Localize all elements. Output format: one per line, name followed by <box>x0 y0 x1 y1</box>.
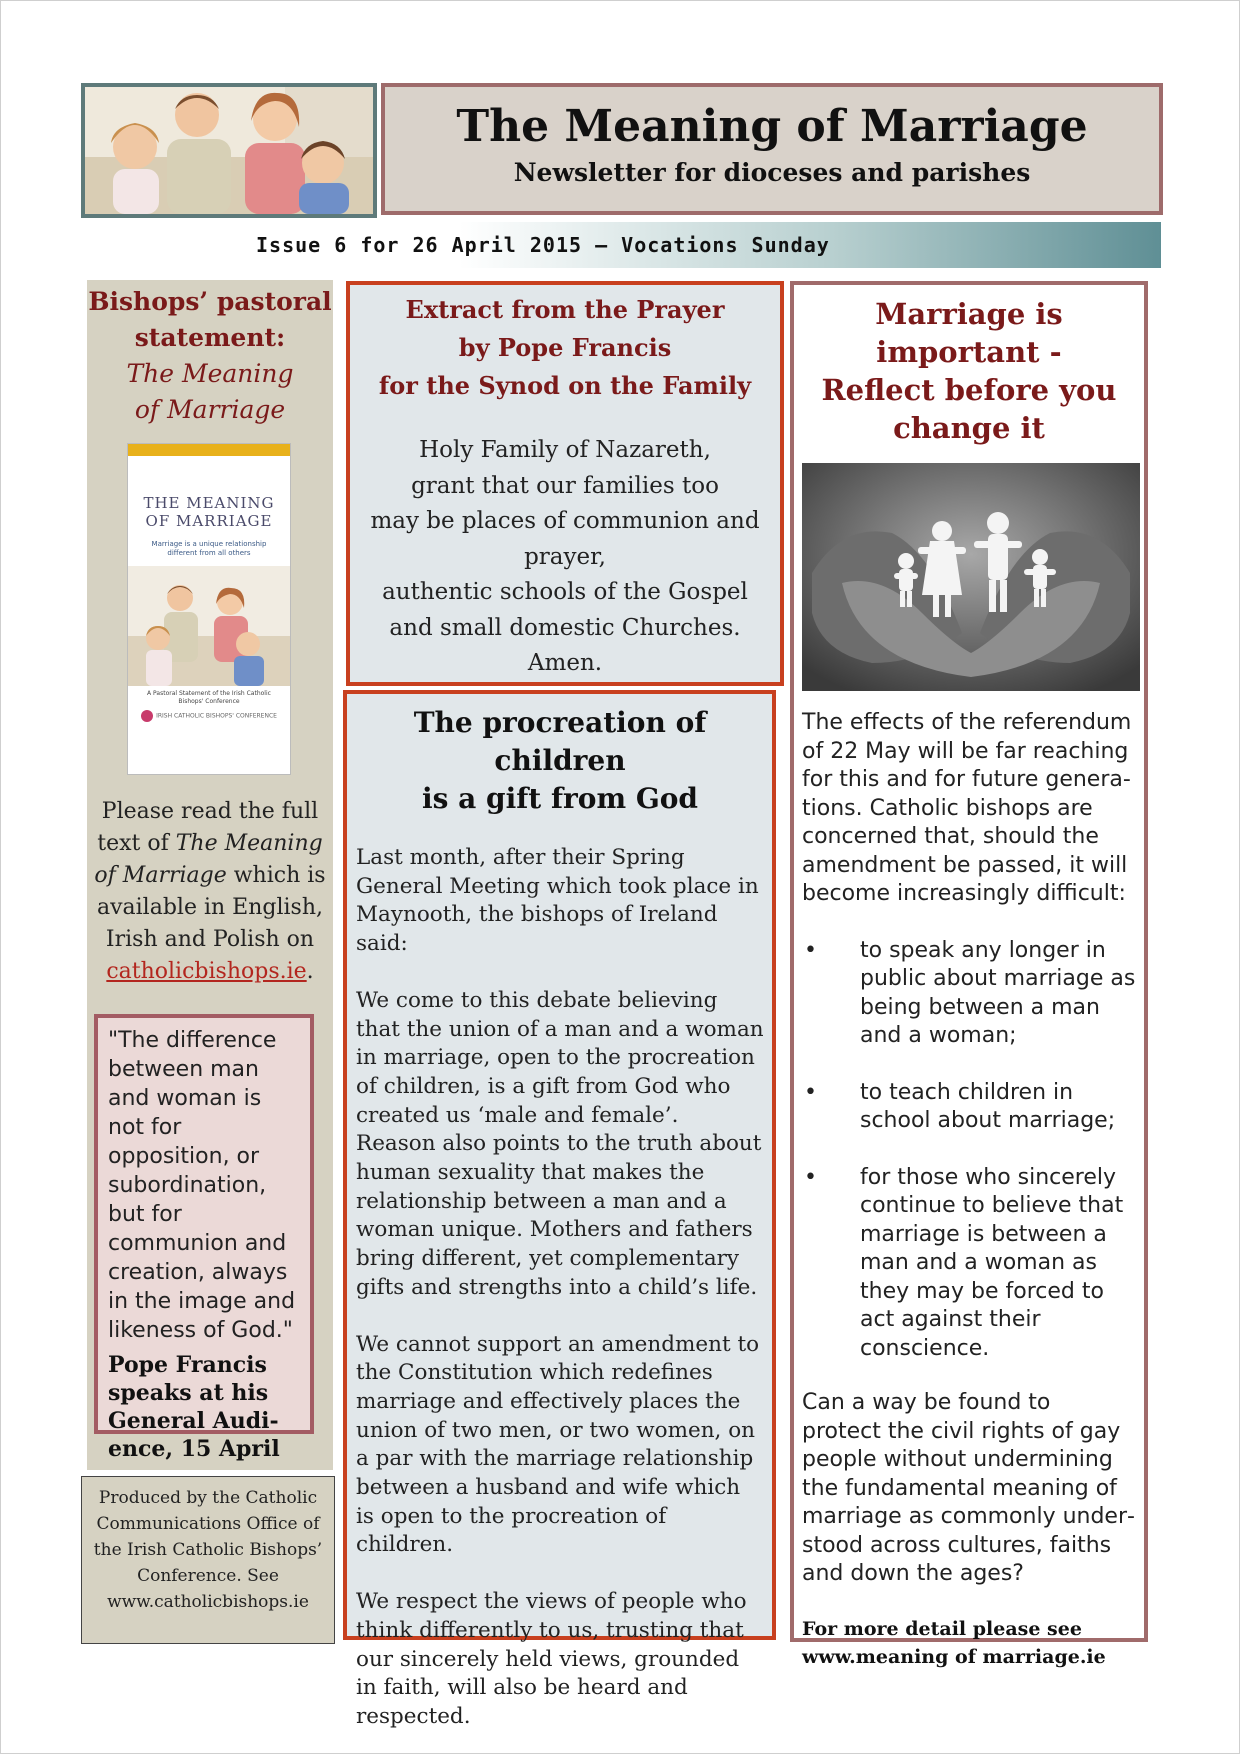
pope-quote-box <box>94 1014 314 1462</box>
concerns-list <box>802 937 1136 1364</box>
bishops-conference-logo-icon <box>141 710 153 722</box>
procreation-paragraph: We cannot support an amendment to the Constitution which redefines marriage and effectively places the union of two men, or two women, on a par with the marriage relationship between a husband and wife which is open to the procreation of children. <box>356 1331 760 1558</box>
procreation-title-line: The procreation of children <box>413 706 707 777</box>
book-title-line: THE MEANING <box>143 494 275 512</box>
heading-italic-line: The Meaning <box>126 359 294 388</box>
book-title-line: OF MARRIAGE <box>145 512 273 530</box>
read-italic-title: The Meaning of Marriage <box>94 831 323 888</box>
hands-paper-family-illustration <box>802 463 1140 691</box>
list-item-text: to speak any longer in public about marriage as being between a man and a woman; <box>860 937 1136 1048</box>
newsletter-subtitle: Newsletter for dioceses and parishes <box>513 158 1031 187</box>
procreation-title <box>356 704 764 818</box>
prayer-line: prayer, <box>524 543 606 570</box>
hands-paper-family-image <box>802 463 1140 691</box>
prayer-line: may be places of communion and <box>370 508 760 534</box>
issue-bar: Issue 6 for 26 April 2015 — Vocations Sunday <box>81 222 1161 268</box>
heading-line: statement: <box>134 323 286 352</box>
read-text: . <box>306 959 314 984</box>
heading-line: Bishops’ pastoral <box>88 287 332 316</box>
read-text: Please read the full text of <box>97 799 319 856</box>
procreation-title-line: is a gift from God <box>422 782 698 815</box>
book-cover-logo <box>128 710 290 722</box>
prayer-line: grant that our families too <box>411 472 719 499</box>
masthead <box>381 83 1163 215</box>
left-column <box>87 280 333 1470</box>
list-item <box>802 1164 1136 1364</box>
pastoral-statement-heading <box>87 284 333 428</box>
book-cover-logo-text: IRISH CATHOLIC BISHOPS' CONFERENCE <box>156 712 277 720</box>
prayer-line: Holy Family of Nazareth, <box>419 437 711 463</box>
prayer-text <box>350 433 780 682</box>
prayer-title-line: Extract from the Prayer <box>405 295 725 324</box>
bullet-icon: • <box>804 937 817 963</box>
book-cover-title <box>128 494 290 530</box>
family-photo <box>81 83 377 218</box>
book-cover-family-photo <box>128 566 290 686</box>
marriage-important-article <box>790 281 1148 1668</box>
marriage-important-title <box>802 295 1136 447</box>
right-title-line: change it <box>893 411 1045 445</box>
book-cover-tagline: Marriage is a unique relationship different from all others <box>151 540 267 557</box>
book-cover-image <box>127 443 291 775</box>
book-cover-bar <box>128 444 290 456</box>
pope-quote-attribution: Pope Francis speaks at his General Audience, 15 April <box>108 1352 280 1462</box>
procreation-paragraph: Last month, after their Spring General Meeting which took place in Maynooth, the bishops of Ireland said: <box>356 845 759 957</box>
prayer-box <box>346 281 784 686</box>
list-item <box>802 937 1136 1051</box>
procreation-paragraph: We come to this debate believing that the union of a man and a woman in marriage, open to the procreation of children, is a gift from God who created us ‘male and female’. Reason also points to the truth about human sexuality that makes the relationship between a man and a woman unique. Mothers and fathers bring different, yet complementary gifts and strengths into a child’s life. <box>356 987 764 1300</box>
more-detail-text: For more detail please see <box>802 1617 1082 1640</box>
book-cover-caption: A Pastoral Statement of the Irish Catholic Bishops' Conference <box>147 690 271 705</box>
prayer-line: authentic schools of the Gospel <box>382 579 748 605</box>
right-title-line: Reflect before you <box>821 373 1117 407</box>
procreation-article <box>343 690 776 1729</box>
bullet-icon: • <box>804 1079 817 1105</box>
procreation-paragraph: We respect the views of people who think differently to us, trusting that our sincerely held views, grounded in faith, will also be heard and respected. <box>356 1589 747 1729</box>
list-item-text: for those who sincerely continue to believe that marriage is between a man and a woman as they may be forced to act against their conscience. <box>860 1164 1124 1361</box>
bullet-icon: • <box>804 1164 817 1190</box>
newsletter-title: The Meaning of Marriage <box>456 101 1088 152</box>
list-item <box>802 1079 1136 1136</box>
read-full-text <box>87 796 333 988</box>
more-detail <box>802 1615 1136 1671</box>
right-title-line: Marriage is important - <box>875 297 1063 369</box>
heading-italic-line: of Marriage <box>134 395 286 424</box>
closing-question: Can a way be found to protect the civil rights of gay people without undermining the fundamental meaning of marriage as commonly understood across cultures, faiths and down the ages? <box>802 1390 1135 1586</box>
produced-by-box: Produced by the Catholic Communications Office of the Irish Catholic Bishops’ Conference. See www.catholicbishops.ie <box>81 1476 335 1644</box>
pope-quote-text: "The difference between man and woman is not for opposition, or subordination, but for communion and creation, always in the image and likeness of God." <box>108 1028 296 1343</box>
family-photo-illustration <box>85 87 373 214</box>
prayer-line: and small domestic Churches. Amen. <box>389 614 741 676</box>
prayer-title-line: by Pope Francis <box>458 333 672 362</box>
list-item-text: to teach children in school about marriage; <box>860 1079 1116 1133</box>
meaning-of-marriage-link[interactable]: www.meaning of marriage.ie <box>802 1645 1106 1668</box>
catholicbishops-link[interactable]: catholicbishops.ie <box>106 959 307 984</box>
referendum-intro: The effects of the referendum of 22 May will be far reaching for this and for future generations. Catholic bishops are concerned that, should the amendment be passed, it will become increasingly difficult: <box>802 710 1132 906</box>
prayer-title <box>350 291 780 405</box>
prayer-title-line: for the Synod on the Family <box>378 371 752 400</box>
read-text: which is available in English, Irish and Polish on <box>96 863 326 952</box>
